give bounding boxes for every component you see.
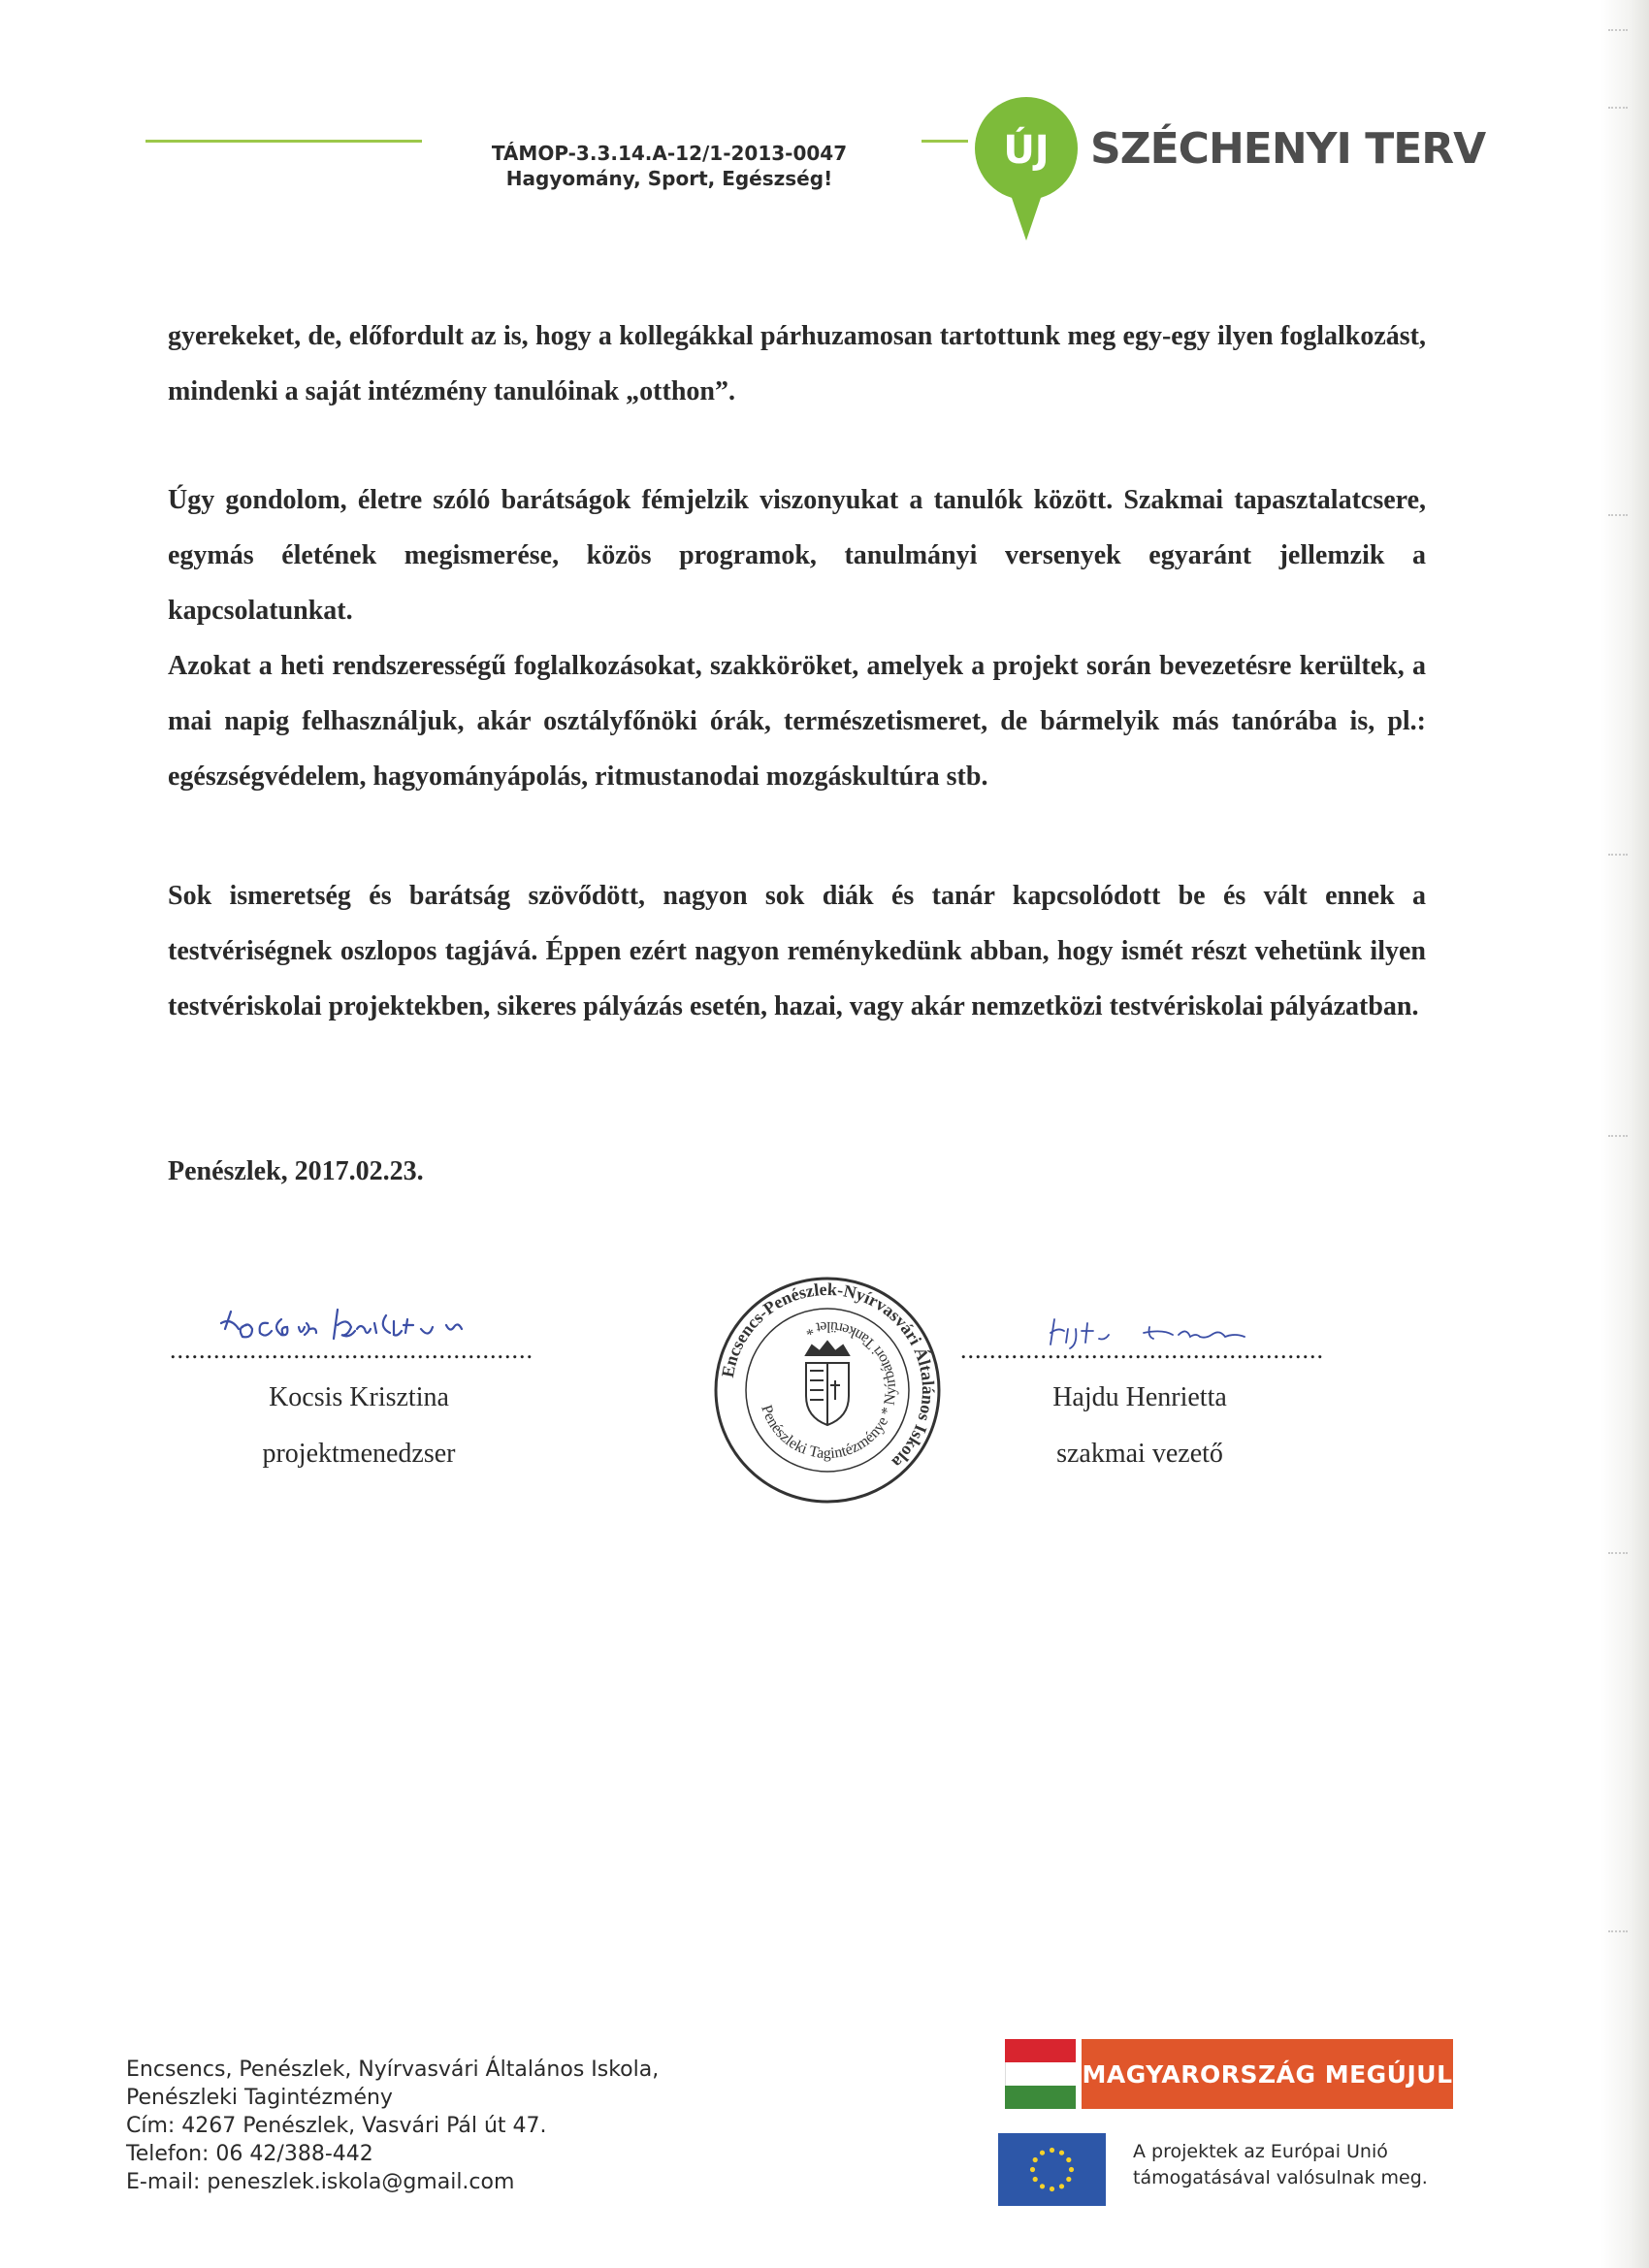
signature-line-right: .................................................. bbox=[960, 1336, 1324, 1364]
eu-support-note bbox=[1133, 2139, 1428, 2191]
scan-edge bbox=[1600, 0, 1649, 2268]
eu-flag-icon bbox=[998, 2133, 1106, 2206]
eu-star-icon bbox=[1040, 2184, 1045, 2188]
logo-wordmark: SZÉCHENYI TERV bbox=[1090, 124, 1486, 174]
project-motto: Hagyomány, Sport, Egészség! bbox=[505, 167, 833, 190]
magyarorszag-megujul-banner: MAGYARORSZÁG MEGÚJUL bbox=[1082, 2039, 1453, 2109]
logo-badge-text: ÚJ bbox=[1003, 128, 1050, 173]
scan-mark bbox=[1608, 854, 1628, 858]
address-line: Encsencs, Penészlek, Nyírvasvári Általános Iskola, bbox=[126, 2057, 660, 2082]
school-stamp-seal bbox=[711, 1274, 944, 1507]
svg-text:Encsencs-Penészlek-Nyírvasvári: Encsencs-Penészlek-Nyírvasvári Általános Iskola bbox=[717, 1279, 939, 1473]
school-address bbox=[126, 2056, 659, 2196]
scan-mark bbox=[1608, 514, 1628, 518]
eu-star-icon bbox=[1059, 2151, 1064, 2155]
scan-mark bbox=[1608, 29, 1628, 33]
project-code: TÁMOP-3.3.14.A-12/1-2013-0047 bbox=[491, 142, 848, 165]
eu-star-icon bbox=[1030, 2167, 1035, 2172]
scan-mark bbox=[1608, 1135, 1628, 1139]
eu-star-icon bbox=[1069, 2167, 1074, 2172]
paragraph: gyerekeket, de, előfordult az is, hogy a kollegákkal párhuzamosan tartottunk meg egy-egy ilyen foglalkozást, mindenki a saját intézmény tanulóinak „otthon”. bbox=[168, 321, 1426, 406]
address-line: Cím: 4267 Penészlek, Vasvári Pál út 47. bbox=[126, 2114, 547, 2138]
signer-role-right: szakmai vezető bbox=[1056, 1439, 1223, 1469]
signer-name-left: Kocsis Krisztina bbox=[269, 1382, 449, 1412]
paragraph: Úgy gondolom, életre szóló barátságok fémjelzik viszonyukat a tanulók között. Szakmai tapasztalatcsere, egymás életének megismerése, közös programok, tanulmányi versenyek egyaránt jellemzik a kapcsolatunkat. bbox=[168, 485, 1426, 626]
eu-star-icon bbox=[1033, 2177, 1038, 2182]
paragraph: Sok ismeretség és barátság szövődött, nagyon sok diák és tanár kapcsolódott be és vált ennek a testvériségnek oszlopos tagjává. Éppen ezért nagyon reménykedünk abban, hogy ismét részt vehetünk ilyen testvériskolai projektekben, sikeres pályázás esetén, hazai, vagy akár nemzetközi testvériskolai pályázatban. bbox=[168, 881, 1426, 1021]
scan-mark bbox=[1608, 1552, 1628, 1556]
header-rule-left bbox=[146, 140, 422, 143]
email-line: E-mail: peneszlek.iskola@gmail.com bbox=[126, 2170, 515, 2194]
scan-mark bbox=[1608, 1930, 1628, 1934]
address-line: Penészleki Tagintézmény bbox=[126, 2086, 393, 2110]
scan-mark bbox=[1608, 107, 1628, 111]
signer-role-left: projektmenedzser bbox=[262, 1439, 456, 1469]
coat-of-arms-icon bbox=[806, 1342, 849, 1425]
eu-star-icon bbox=[1040, 2151, 1045, 2155]
signature-line-left: .................................................. bbox=[170, 1336, 534, 1364]
eu-note-line: támogatásával valósulnak meg. bbox=[1133, 2167, 1428, 2188]
szechenyi-pin-logo-icon bbox=[973, 95, 1080, 243]
address-line: Telefon: 06 42/388-442 bbox=[126, 2142, 373, 2166]
place-and-date: Penészlek, 2017.02.23. bbox=[168, 1156, 424, 1186]
hungarian-flag-icon bbox=[1005, 2039, 1076, 2109]
svg-text:Penészleki Tagintézménye * Nyí: Penészleki Tagintézménye * Nyírbátori Tankerület * bbox=[758, 1317, 900, 1463]
project-id-block bbox=[446, 141, 892, 191]
paragraph: Azokat a heti rendszerességű foglalkozásokat, szakköröket, amelyek a projekt során bevezetésre kerültek, a mai napig felhasználjuk, akár osztályfőnöki órák, természetismeret, de bármelyik más tanórába is, pl.: egészségvédelem, hagyományápolás, ritmustanodai mozgáskultúra stb. bbox=[168, 651, 1426, 792]
eu-star-icon bbox=[1050, 2148, 1054, 2153]
eu-star-icon bbox=[1033, 2157, 1038, 2162]
eu-star-icon bbox=[1050, 2187, 1054, 2191]
eu-star-icon bbox=[1059, 2184, 1064, 2188]
signer-name-right: Hajdu Henrietta bbox=[1052, 1382, 1227, 1412]
eu-star-icon bbox=[1066, 2157, 1071, 2162]
header-rule-right bbox=[922, 140, 968, 143]
eu-star-icon bbox=[1066, 2177, 1071, 2182]
eu-note-line: A projektek az Európai Unió bbox=[1133, 2141, 1388, 2162]
